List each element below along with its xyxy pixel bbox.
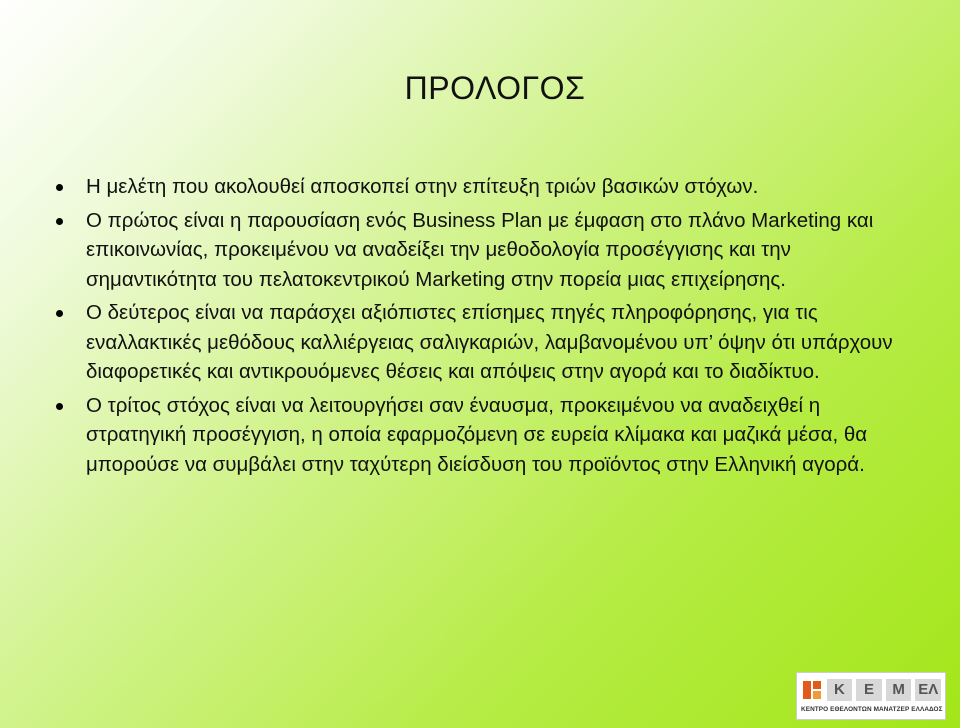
bullet-text: Η μελέτη που ακολουθεί αποσκοπεί στην επίτευξη τριών βασικών στόχων. [86,175,759,198]
logo-subtitle: ΚΕΝΤΡΟ ΕΘΕΛΟΝΤΩΝ ΜΑΝΑΤΖΕΡ ΕΛΛΑΔΟΣ [801,706,943,713]
bullet-text: Ο πρώτος είναι η παρουσίαση ενός Business Plan με έμφαση στο πλάνο Marketing και επικοινωνίας, προκειμένου να αναδείξει την μεθοδολογία προσέγγισης και την σημαντικότητα του πελατοκεντρικού Marketing στην πορεία μιας επιχείρησης. [86,208,874,291]
bullet-text: Ο δεύτερος είναι να παράσχει αξιόπιστες επίσημες πηγές πληροφόρησης, για τις εναλλακτικές μεθόδους καλλιέργειας σαλιγκαριών, λαμβανομένου υπ’ όψην ότι υπάρχουν διαφορετικές και αντικρουόμενες θέσεις και απόψεις στην αγορά και το διαδίκτυο. [86,301,893,383]
bullet-item [56,172,904,202]
bullet-list [56,172,904,483]
bullet-icon [56,310,63,317]
bullet-icon [56,403,63,410]
logo-letter: ΕΛ [915,679,941,701]
bullet-item [56,206,904,295]
logo-letter: Κ [827,679,853,701]
bullet-text: Ο τρίτος στόχος είναι να λειτουργήσει σαν έναυσμα, προκειμένου να αναδειχθεί η στρατηγική προσέγγιση, η οποία εφαρμοζόμενη σε ευρεία κλίμακα και μαζικά μέσα, θα μπορούσε να συμβάλει στην ταχύτερη διείσδυση του προϊόντος στην Ελληνική αγορά. [86,393,868,476]
bullet-icon [56,218,63,225]
logo-letter: Ε [856,679,882,701]
bullet-icon [56,184,63,191]
organization-logo [796,672,946,720]
logo-letter: Μ [886,679,912,701]
slide-title: ΠΡΟΛΟΓΟΣ [404,70,586,106]
bullet-item [56,391,904,480]
logo-mark-icon [801,679,823,701]
logo-letters [801,677,941,703]
bullet-item [56,298,904,387]
